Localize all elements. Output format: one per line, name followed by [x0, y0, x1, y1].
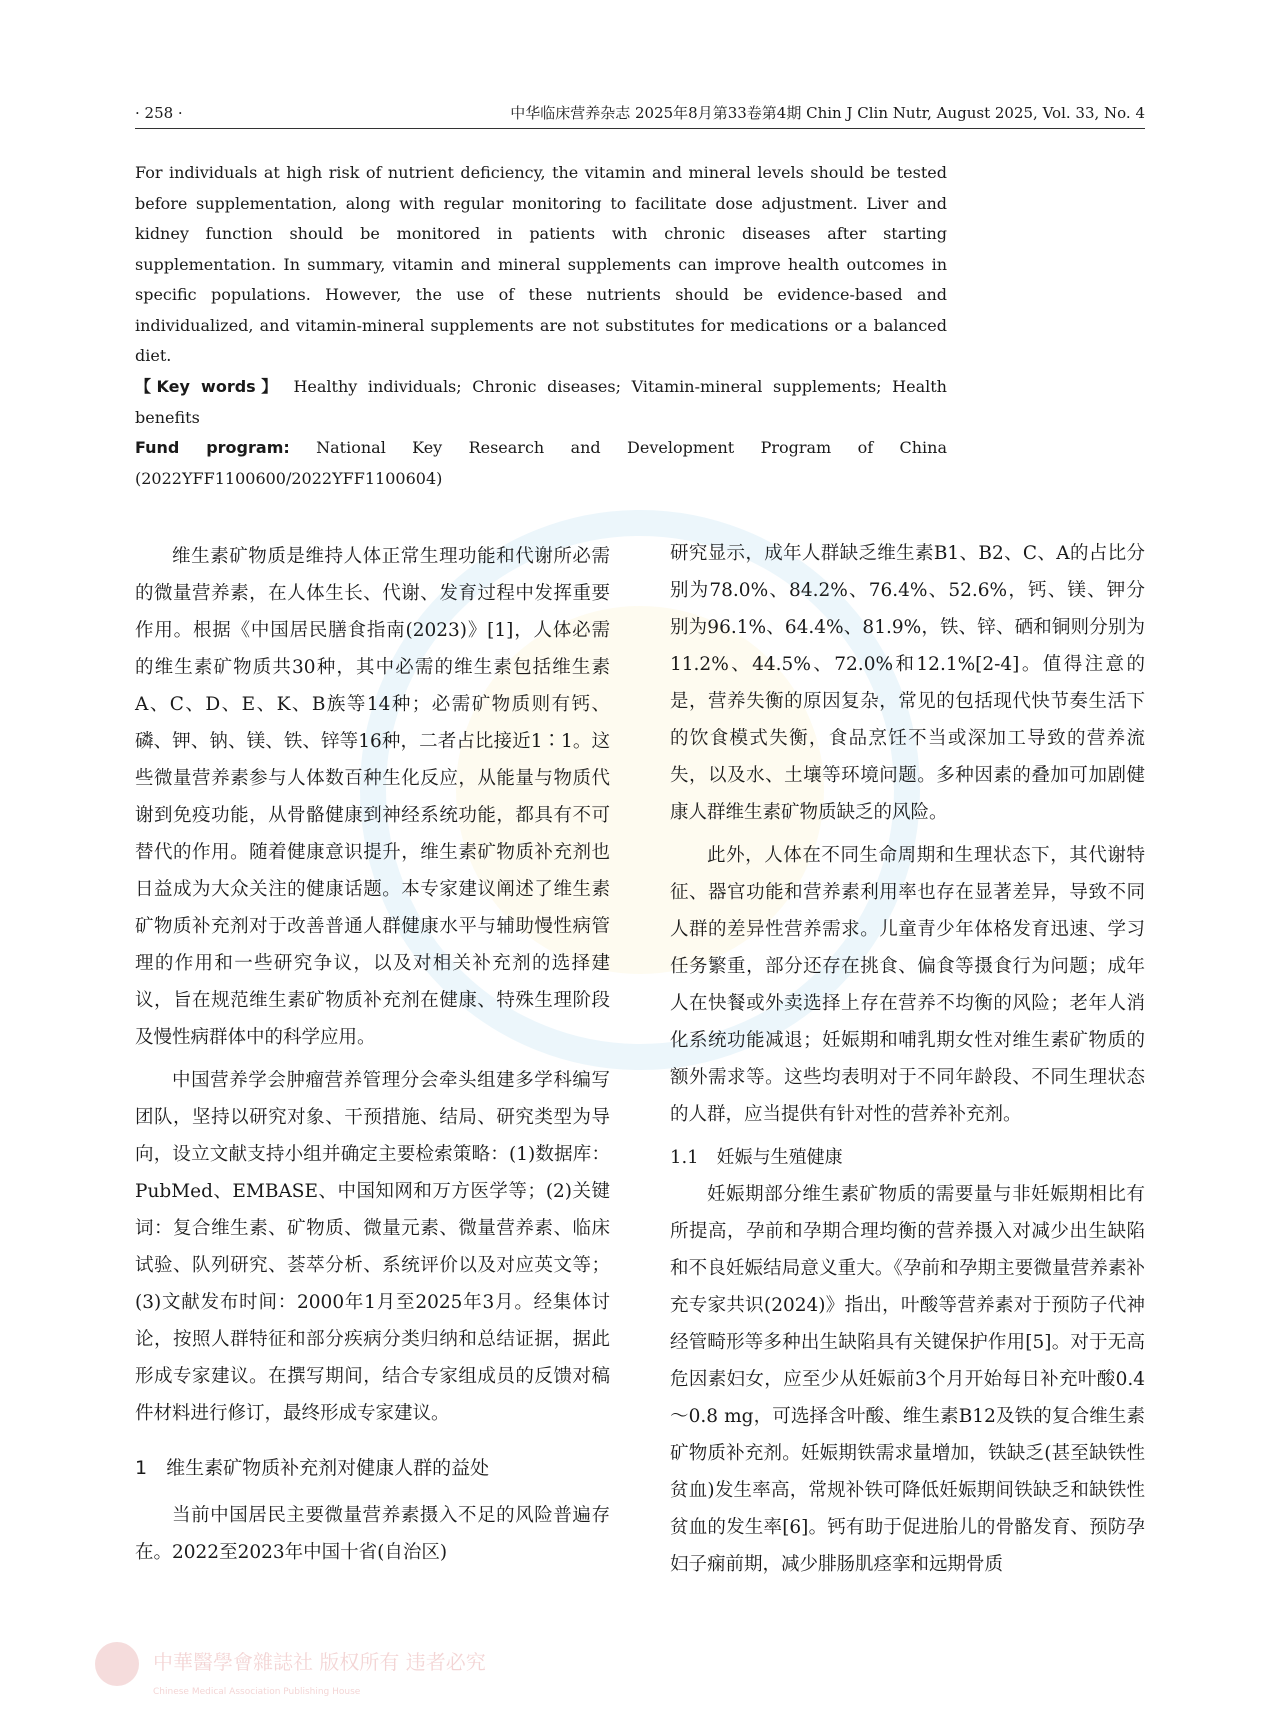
publisher-name-en: Chinese Medical Association Publishing House — [153, 1687, 361, 1697]
body-paragraph: 研究显示，成年人群缺乏维生素B1、B2、C、A的占比分别为78.0%、84.2%、76.4%、52.6%，钙、镁、钾分别为96.1%、64.4%、81.9%，铁、锌、硒和铜则分别为11.2%、44.5%、72.0%和12.1%[2-4]。值得注意的是，营养失衡的原因复杂，常见的包括现代快节奏生活下的饮食模式失衡，食品烹饪不当或深加工导致的营养流失，以及水、土壤等环境问题。多种因素的叠加可加剧健康人群维生素矿物质缺乏的风险。 — [670, 543, 1145, 823]
running-header — [135, 102, 1145, 129]
fund-label: Fund program: — [135, 438, 290, 457]
body-paragraph: 此外，人体在不同生命周期和生理状态下，其代谢特征、器官功能和营养素利用率也存在显著差异，导致不同人群的差异性营养需求。儿童青少年体格发育迅速、学习任务繁重，部分还存在挑食、偏食等摄食行为问题；成年人在快餐或外卖选择上存在营养不均衡的风险；老年人消化系统功能减退；妊娠期和哺乳期女性对维生素矿物质的额外需求等。这些均表明对于不同年龄段、不同生理状态的人群，应当提供有针对性的营养补充剂。 — [670, 845, 1145, 1125]
body-paragraph: 维生素矿物质是维持人体正常生理功能和代谢所必需的微量营养素，在人体生长、代谢、发育过程中发挥重要作用。根据《中国居民膳食指南(2023)》[1]，人体必需的维生素矿物质共30种，其中必需的维生素包括维生素A、C、D、E、K、B族等14种；必需矿物质则有钙、磷、钾、钠、镁、铁、锌等16种，二者占比接近1∶1。这些微量营养素参与人体数百种生化反应，从能量与物质代谢到免疫功能，从骨骼健康到神经系统功能，都具有不可替代的作用。随着健康意识提升，维生素矿物质补充剂也日益成为大众关注的健康话题。本专家建议阐述了维生素矿物质补充剂对于改善普通人群健康水平与辅助慢性病管理的作用和一些研究争议，以及对相关补充剂的选择建议，旨在规范维生素矿物质补充剂在健康、特殊生理阶段及慢性病群体中的科学应用。 — [135, 546, 610, 1048]
body-paragraph: 中国营养学会肿瘤营养管理分会牵头组建多学科编写团队，坚持以研究对象、干预措施、结局、研究类型为导向，设立文献支持小组并确定主要检索策略：(1)数据库：PubMed、EMBASE、中国知网和万方医学等；(2)关键词：复合维生素、矿物质、微量元素、微量营养素、临床试验、队列研究、荟萃分析、系统评价以及对应英文等；(3)文献发布时间：2000年1月至2025年3月。经集体讨论，按照人群特征和部分疾病分类归纳和总结证据，据此形成专家建议。在撰写期间，结合专家组成员的反馈对稿件材料进行修订，最终形成专家建议。 — [135, 1070, 610, 1424]
publisher-name — [153, 1646, 486, 1699]
publisher-name-cn: 中華醫學會雜誌社 — [153, 1650, 313, 1674]
page-number: · 258 · — [135, 104, 183, 122]
section-heading: 1 维生素矿物质补充剂对健康人群的益处 — [135, 1457, 490, 1479]
fund-text: National Key Research and Development Program of China (2022YFF1100600/2022YFF1100604) — [135, 438, 948, 488]
abstract-tail: For individuals at high risk of nutrient deficiency, the vitamin and mineral levels should be tested before supplementation, along with regular monitoring to facilitate dose adjustment. Liver and kidney function should be monitored in patients with chronic diseases after starting supplementation. In summary, vitamin and mineral supplements can improve health outcomes in specific populations. However, the use of these nutrients should be evidence-based and individualized, and vitamin-mineral supplements are not substitutes for medications or a balanced diet. — [135, 163, 947, 365]
publisher-watermark — [95, 1640, 575, 1697]
left-column — [135, 538, 610, 1577]
keywords — [135, 372, 947, 433]
subsection-heading: 1.1 妊娠与生殖健康 — [670, 1147, 843, 1168]
journal-citation: 中华临床营养杂志 2025年8月第33卷第4期 Chin J Clin Nutr, August 2025, Vol. 33, No. 4 — [510, 104, 1145, 122]
body-paragraph: 当前中国居民主要微量营养素摄入不足的风险普遍存在。2022至2023年中国十省(自治区) — [135, 1505, 610, 1563]
body-paragraph: 妊娠期部分维生素矿物质的需要量与非妊娠期相比有所提高，孕前和孕期合理均衡的营养摄入对减少出生缺陷和不良妊娠结局意义重大。《孕前和孕期主要微量营养素补充专家共识(2024)》指出，叶酸等营养素对于预防子代神经管畸形等多种出生缺陷具有关键保护作用[5]。对于无高危因素妇女，应至少从妊娠前3个月开始每日补充叶酸0.4～0.8 mg，可选择含叶酸、维生素B12及铁的复合维生素矿物质补充剂。妊娠期铁需求量增加，铁缺乏(甚至缺铁性贫血)发生率高，常规补铁可降低妊娠期间铁缺乏和缺铁性贫血的发生率[6]。钙有助于促进胎儿的骨骼发育、预防孕妇子痫前期，减少腓肠肌痉挛和远期骨质 — [670, 1184, 1145, 1575]
rights-notice: 版权所有 违者必究 — [319, 1650, 486, 1674]
publisher-logo-icon — [95, 1642, 139, 1686]
keywords-text: Healthy individuals; Chronic diseases; Vitamin-mineral supplements; Health benefits — [135, 377, 947, 427]
right-column — [670, 535, 1145, 1589]
fund-program — [135, 433, 947, 494]
keywords-label: 【Key words】 — [135, 377, 283, 396]
